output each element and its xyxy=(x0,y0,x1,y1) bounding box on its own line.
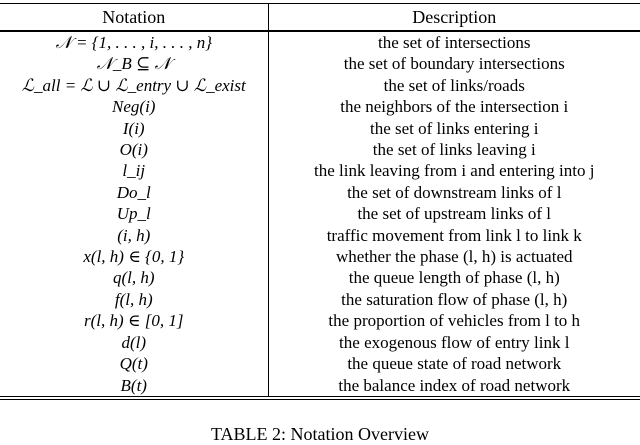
table-row xyxy=(0,53,640,74)
table-row xyxy=(0,310,640,331)
table-row xyxy=(0,353,640,374)
notation-cell: d(l) xyxy=(0,332,268,353)
description-cell: the set of downstream links of l xyxy=(347,182,562,202)
table-row xyxy=(0,96,640,117)
notation-cell: l_ij xyxy=(0,160,268,181)
description-cell: the exogenous flow of entry link l xyxy=(339,332,570,352)
notation-cell: B(t) xyxy=(0,375,268,396)
table-row xyxy=(0,75,640,96)
notation-cell: I(i) xyxy=(0,118,268,139)
description-cell: the saturation flow of phase (l, h) xyxy=(341,289,568,309)
description-cell: the queue length of phase (l, h) xyxy=(348,268,560,288)
notation-cell: Neg(i) xyxy=(0,96,268,117)
notation-cell: ℒ_all = ℒ ∪ ℒ_entry ∪ ℒ_exist xyxy=(0,75,268,96)
table-row xyxy=(0,160,640,181)
notation-cell: Do_l xyxy=(0,182,268,203)
notation-table-container xyxy=(0,3,640,400)
description-cell: traffic movement from link l to link k xyxy=(326,225,582,245)
table-row xyxy=(0,182,640,203)
notation-table xyxy=(0,4,640,396)
notation-cell: Q(t) xyxy=(0,353,268,374)
description-cell: the balance index of road network xyxy=(338,375,571,395)
description-cell: the set of links/roads xyxy=(383,75,525,95)
header-notation: Notation xyxy=(0,4,268,31)
notation-cell: (i, h) xyxy=(0,225,268,246)
description-cell: the set of links leaving i xyxy=(372,140,536,160)
table-row xyxy=(0,203,640,224)
notation-cell: 𝒩_B ⊆ 𝒩 xyxy=(0,53,268,74)
table-header-row xyxy=(0,4,640,31)
description-cell: the neighbors of the intersection i xyxy=(340,97,569,117)
table-row xyxy=(0,139,640,160)
table-row xyxy=(0,332,640,353)
table-row xyxy=(0,375,640,396)
description-cell: the link leaving from i and entering into j xyxy=(314,161,595,181)
table-caption: TABLE 2: Notation Overview xyxy=(210,424,429,444)
table-row xyxy=(0,267,640,288)
table-row xyxy=(0,289,640,310)
notation-cell: Up_l xyxy=(0,203,268,224)
description-cell: the set of links entering i xyxy=(369,118,539,138)
table-bottom-double-rule xyxy=(0,396,640,400)
notation-cell: f(l, h) xyxy=(0,289,268,310)
table-row xyxy=(0,246,640,267)
notation-cell: O(i) xyxy=(0,139,268,160)
notation-cell: 𝒩 = {1, . . . , i, . . . , n} xyxy=(0,31,268,53)
description-cell: the set of upstream links of l xyxy=(357,204,552,224)
description-cell: whether the phase (l, h) is actuated xyxy=(336,247,573,267)
table-row xyxy=(0,225,640,246)
table-row xyxy=(0,118,640,139)
notation-cell: x(l, h) ∈ {0, 1} xyxy=(0,246,268,267)
description-cell: the set of boundary intersections xyxy=(343,54,565,74)
description-cell: the set of intersections xyxy=(378,33,531,52)
header-description: Description xyxy=(268,4,640,31)
description-cell: the proportion of vehicles from l to h xyxy=(328,311,581,331)
notation-cell: q(l, h) xyxy=(0,267,268,288)
table-row xyxy=(0,31,640,53)
description-cell: the queue state of road network xyxy=(347,354,562,374)
notation-cell: r(l, h) ∈ [0, 1] xyxy=(0,310,268,331)
